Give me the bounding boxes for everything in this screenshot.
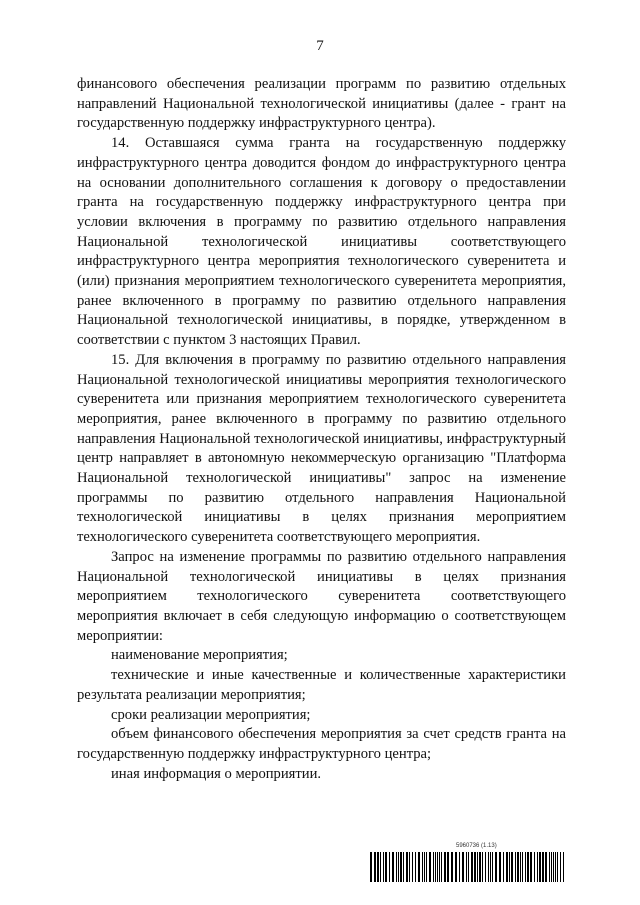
barcode-bar — [406, 852, 408, 882]
barcode-bar — [530, 852, 532, 882]
barcode-bar — [555, 852, 556, 882]
barcode-bar — [522, 852, 523, 882]
barcode-bar — [468, 852, 469, 882]
paragraph-request-content: Запрос на изменение программы по развитию отдельного направления Национальной технологической инициативы в целях признания мероприятием технологического суверенитета соответствующего мероприятия включает в себя следующую информацию о соответствующем мероприятии: — [77, 548, 566, 644]
barcode-bar — [560, 852, 561, 882]
barcode-bar — [429, 852, 431, 882]
barcode-bar — [563, 852, 564, 882]
barcode-bar — [545, 852, 547, 882]
page-number: 7 — [316, 38, 324, 54]
barcode-bar — [537, 852, 538, 882]
barcode-bar — [471, 852, 473, 882]
barcode-bar — [509, 852, 510, 882]
barcode-bar — [520, 852, 521, 882]
barcode-bar — [412, 852, 413, 882]
barcode-bar — [418, 852, 420, 882]
barcode-bar — [525, 852, 526, 882]
barcode-bar — [444, 852, 446, 882]
barcode-bar — [506, 852, 508, 882]
barcode-bar — [482, 852, 483, 882]
barcode-bar — [380, 852, 381, 882]
paragraph-15: 15. Для включения в программу по развитию отдельного направления Национальной технологической инициативы мероприятия технологического суверенитета или признания мероприятием технологического суверенитета мероприятия, ранее включенного в программу по развитию отдельного направления Национальной технологической инициативы, инфраструктурный центр направляет в автономную некоммерческую организацию "Платформа Национальной технологической инициативы" запрос на изменение программы по развитию отдельного направления Национальной технологической инициативы в целях признания мероприятием технологического суверенитета соответствующего мероприятия. — [77, 351, 566, 546]
barcode-bar — [527, 852, 529, 882]
barcode-bar — [492, 852, 493, 882]
barcode-bar — [422, 852, 423, 882]
barcode-bar — [515, 852, 516, 882]
barcode-bar — [424, 852, 425, 882]
barcode-bar — [534, 852, 535, 882]
barcode-bar — [439, 852, 440, 882]
barcode-bar — [400, 852, 402, 882]
barcode-bar — [403, 852, 404, 882]
barcode-bar — [398, 852, 399, 882]
barcode-bar — [517, 852, 519, 882]
paragraph-continuation: финансового обеспечения реализации программ по развитию отдельных направлений Национальной технологической инициативы (далее - грант на государственную поддержку инфраструктурного центра). — [77, 76, 566, 132]
list-item-name: наименование мероприятия; — [111, 647, 288, 664]
barcode-bar — [383, 852, 384, 882]
barcode-bar — [511, 852, 513, 882]
barcode-bar — [374, 852, 376, 882]
barcode-bar — [392, 852, 394, 882]
barcode-bar — [477, 852, 478, 882]
barcode-bar — [415, 852, 416, 882]
barcode-bar — [377, 852, 379, 882]
document-code: 5960736 (1.13) — [456, 843, 497, 849]
barcode-bar — [549, 852, 550, 882]
barcode-bar — [389, 852, 390, 882]
barcode-bar — [433, 852, 434, 882]
barcode-bar — [474, 852, 476, 882]
barcode-icon — [370, 852, 566, 882]
list-item-characteristics: технические и иные качественные и количественные характеристики результата реализации мероприятия; — [77, 667, 566, 703]
list-item-other: иная информация о мероприятии. — [111, 765, 322, 782]
barcode-bar — [495, 852, 497, 882]
barcode-bar — [459, 852, 460, 882]
barcode-bar — [542, 852, 544, 882]
barcode-bar — [551, 852, 552, 882]
document-body — [77, 75, 566, 784]
barcode-bar — [455, 852, 457, 882]
barcode-bar — [441, 852, 442, 882]
list-item-funding: объем финансового обеспечения мероприятия за счет средств гранта на государственную поддержку инфраструктурного центра; — [77, 726, 566, 762]
barcode-bar — [503, 852, 504, 882]
barcode-bar — [370, 852, 372, 882]
barcode-bar — [553, 852, 554, 882]
barcode-bar — [488, 852, 489, 882]
barcode-bar — [479, 852, 481, 882]
barcode-bar — [437, 852, 438, 882]
barcode-bar — [435, 852, 436, 882]
barcode-bar — [447, 852, 449, 882]
barcode-bar — [462, 852, 464, 882]
barcode-bar — [490, 852, 491, 882]
barcode-bar — [485, 852, 486, 882]
barcode-bar — [396, 852, 397, 882]
barcode-bar — [499, 852, 501, 882]
list-item-timeline: сроки реализации мероприятия; — [111, 706, 311, 723]
paragraph-14: 14. Оставшаяся сумма гранта на государственную поддержку инфраструктурного центра доводится фондом до инфраструктурного центра на основании дополнительного соглашения к договору о предоставлении гранта на государственную поддержку инфраструктурного центра при условии включения в программу по развитию отдельного направления Национальной технологической инициативы соответствующего инфраструктурного центра мероприятия технологического суверенитета и (или) признания мероприятием технологического суверенитета мероприятия, ранее включенного в программу по развитию отдельного направления Национальной технологической инициативы, в порядке, утвержденном в соответствии с пунктом 3 настоящих Правил. — [77, 135, 566, 349]
barcode-bar — [451, 852, 453, 882]
barcode-bar — [385, 852, 387, 882]
barcode-bar — [539, 852, 541, 882]
document-footer — [370, 842, 566, 882]
barcode-bar — [557, 852, 558, 882]
barcode-bar — [409, 852, 410, 882]
barcode-bar — [466, 852, 467, 882]
barcode-bar — [426, 852, 427, 882]
